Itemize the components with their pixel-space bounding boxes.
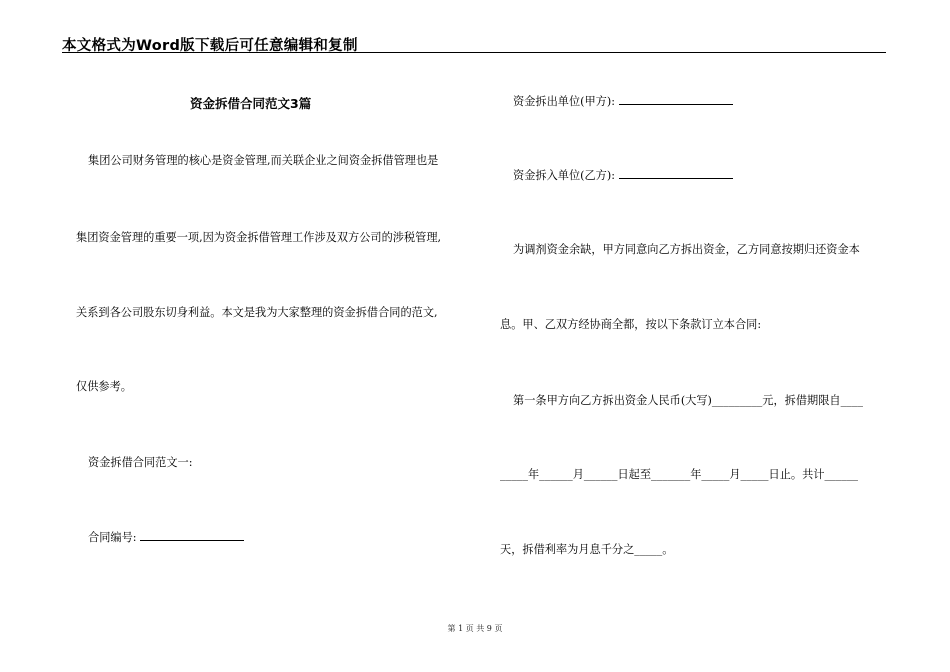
lender-blank xyxy=(619,94,733,105)
contract-number-blank xyxy=(140,530,244,541)
borrower-line xyxy=(513,168,733,183)
left-paragraph-4: 仅供参考。 xyxy=(76,380,132,393)
left-paragraph-1: 集团公司财务管理的核心是资金管理,而关联企业之间资金拆借管理也是 xyxy=(88,154,439,167)
document-title: 资金拆借合同范文3篇 xyxy=(190,96,312,111)
lender-label: 资金拆出单位(甲方): xyxy=(513,95,619,108)
right-paragraph-5: 第一条甲方向乙方拆出资金人民币(大写)_________元，拆借期限自____ xyxy=(513,394,863,407)
borrower-blank xyxy=(619,168,733,179)
right-paragraph-3: 为调剂资金余缺，甲方同意向乙方拆出资金，乙方同意按期归还资金本 xyxy=(513,243,860,256)
contract-number-label: 合同编号: xyxy=(88,531,141,544)
right-paragraph-4: 息。甲、乙双方经协商全都，按以下条款订立本合同: xyxy=(500,318,762,331)
contract-number-line xyxy=(88,530,244,545)
left-paragraph-2: 集团资金管理的重要一项,因为资金拆借管理工作涉及双方公司的涉税管理, xyxy=(76,231,442,244)
left-paragraph-5: 资金拆借合同范文一: xyxy=(88,456,193,469)
header-rule xyxy=(62,52,886,53)
right-paragraph-6: _____年______月______日起至_______年_____月_____日止。共计______ xyxy=(500,468,859,481)
borrower-label: 资金拆入单位(乙方): xyxy=(513,169,619,182)
page-footer: 第 1 页 共 9 页 xyxy=(447,624,503,633)
left-paragraph-3: 关系到各公司股东切身利益。本文是我为大家整理的资金拆借合同的范文, xyxy=(76,306,438,319)
right-paragraph-7: 天，拆借利率为月息千分之_____。 xyxy=(500,543,674,556)
header-title: 本文格式为Word版下载后可任意编辑和复制 xyxy=(62,38,358,54)
lender-line xyxy=(513,94,733,109)
